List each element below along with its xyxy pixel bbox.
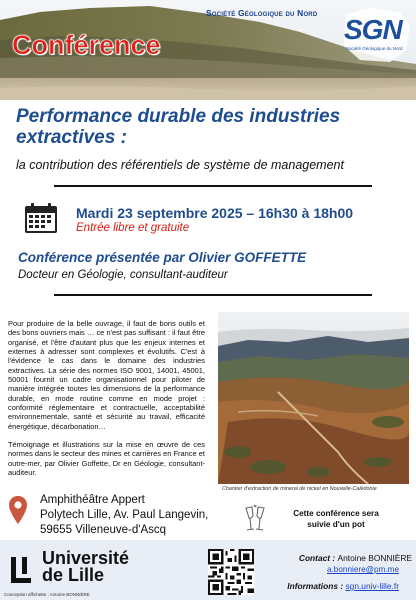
abstract-paragraph-1: Pour produire de la belle ouvrage, il faut de bons outils et des bons ouvriers mais … ce n'est pas suffisant : il faut être organisé, et l'être d'autant plus que les enjeux internes et externes à adresser sont complexes et évolutifs. C'est à l'évidence le cas dans le domaine des industries extractives. La série des normes ISO 9001, 14001, 45001, 50001 fournit un cadre organisationnel pour piloter de manière intégrée toutes les dimensions de la performance durable, en mode routine comme en mode projet : conformité réglementaire et contractuelle, acceptabilité environnementale, santé et sécurité au travail, efficacité énergétique, décarbonation… bbox=[8, 319, 205, 431]
sgn-logo-subtitle: Société Géologique du Nord bbox=[346, 46, 403, 51]
qr-code[interactable] bbox=[208, 549, 254, 595]
aperitif-note bbox=[276, 509, 396, 530]
aperitif-line-1: Cette conférence sera bbox=[293, 509, 379, 518]
talk-subtitle: la contribution des référentiels de système de management bbox=[16, 158, 344, 172]
calendar-icon bbox=[24, 202, 58, 234]
speaker-line: Conférence présentée par Olivier GOFFETTE bbox=[18, 250, 307, 265]
event-date-time: Mardi 23 septembre 2025 – 16h30 à 18h00 bbox=[76, 205, 354, 221]
abstract-paragraph-2: Témoignage et illustrations sur la mise en œuvre de ces normes dans le secteur des mines et carrières en France et outre-mer, par Olivier Goffette, Dr en Géologie, consultant-auditeur. bbox=[8, 440, 205, 478]
sgn-logo-letters: SGN bbox=[344, 14, 402, 45]
conference-heading: Conférence bbox=[12, 30, 161, 60]
location-pin-icon bbox=[8, 495, 28, 525]
info-line bbox=[272, 581, 399, 591]
venue-line-1: Amphithéâtre Appert bbox=[40, 494, 145, 506]
venue-address bbox=[40, 493, 208, 538]
universite-de-lille-name bbox=[42, 550, 129, 584]
university-line-1: Université bbox=[42, 548, 130, 568]
talk-title: Performance durable des industries extractives : bbox=[16, 106, 341, 148]
abstract-text bbox=[8, 319, 205, 487]
society-name: Société Géologique du Nord bbox=[206, 8, 318, 18]
entry-note: Entrée libre et gratuite bbox=[76, 222, 190, 234]
info-label: Informations : bbox=[287, 581, 344, 591]
info-url-link[interactable]: sgn.univ-lille.fr bbox=[345, 581, 399, 591]
champagne-glasses-icon bbox=[242, 504, 268, 534]
divider bbox=[54, 185, 372, 187]
university-line-2: de Lille bbox=[42, 565, 105, 585]
venue-line-2: Polytech Lille, Av. Paul Langevin, bbox=[40, 509, 209, 521]
speaker-role: Docteur en Géologie, consultant-auditeur bbox=[18, 269, 228, 281]
universite-de-lille-logo-mark bbox=[8, 555, 36, 585]
contact-label: Contact : bbox=[298, 553, 336, 563]
photo-caption: Chantier d'extraction de minerai de nickel en Nouvelle-Calédonie bbox=[222, 486, 377, 492]
mine-photo bbox=[218, 312, 409, 484]
aperitif-line-2: suivie d'un pot bbox=[307, 519, 365, 529]
contact-email-link[interactable]: a.bonniere@pm.me bbox=[326, 565, 399, 574]
divider bbox=[54, 294, 372, 296]
contact-line bbox=[272, 553, 412, 563]
venue-line-3: 59655 Villeneuve-d'Ascq bbox=[40, 524, 167, 536]
contact-name: Antoine BONNIÈRE bbox=[337, 553, 412, 563]
design-credit: Conception affichette : Antoine BONNIÈRE bbox=[4, 592, 90, 597]
